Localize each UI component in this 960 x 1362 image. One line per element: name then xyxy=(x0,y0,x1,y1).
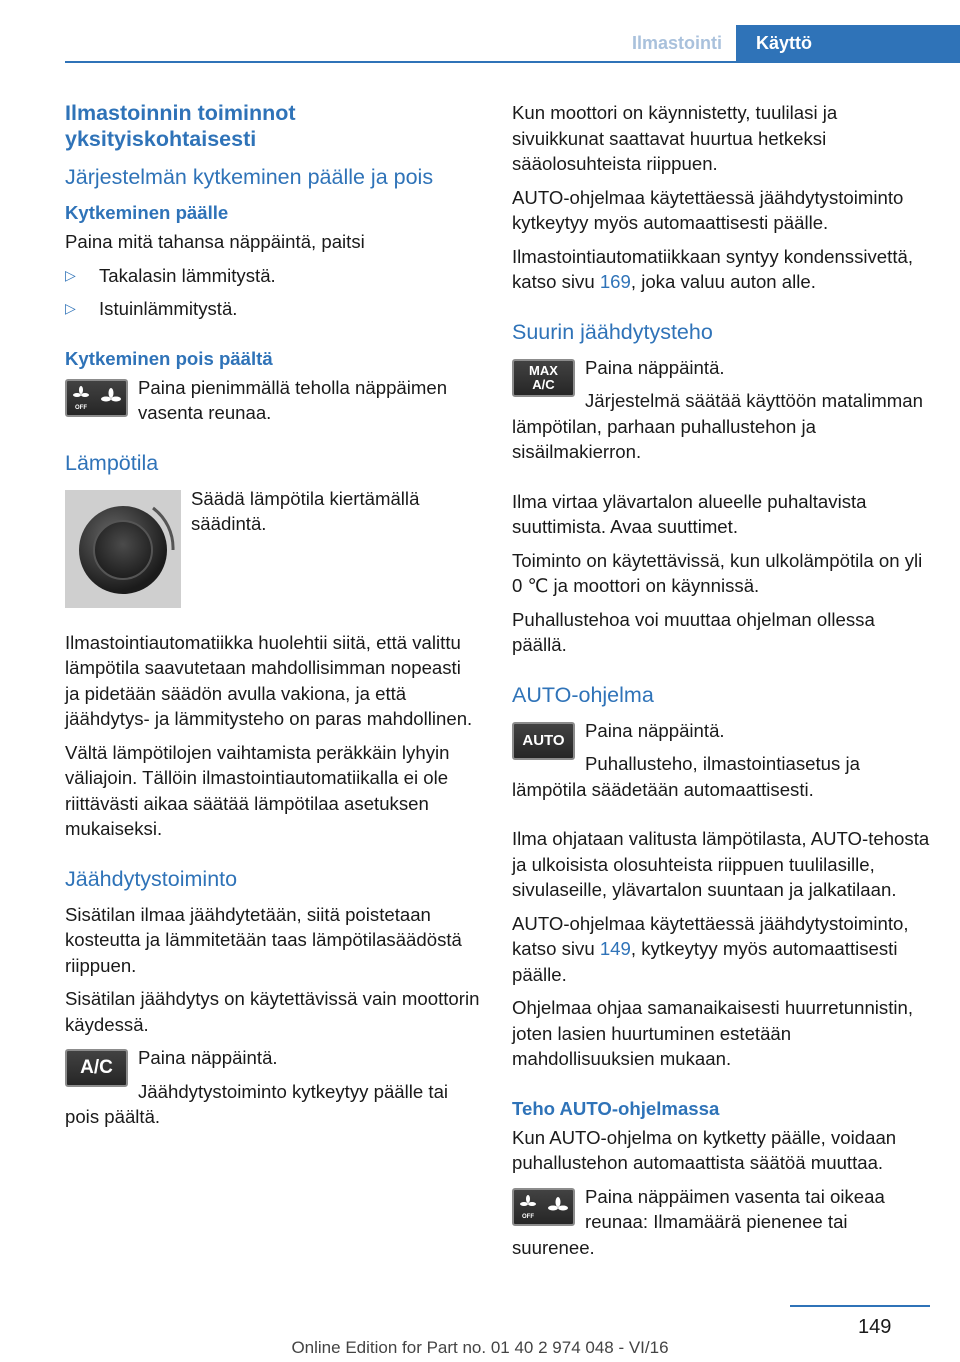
off-fan-button-image xyxy=(512,1188,575,1226)
heading-auto-program: AUTO-ohjelma xyxy=(512,682,654,707)
header-rule xyxy=(65,61,960,63)
left-column xyxy=(65,100,480,1138)
text-temperature-2: Ilmastointiautomatiikka huolehtii siitä, että valittu lämpötila saavutetaan mahdollisimman nopeasti ja pidetään säädön avulla vakiona, ja että jäähdytys- ja lämmitysteho on paras mahdollinen. xyxy=(65,631,473,729)
exception-list xyxy=(65,263,480,322)
text-switch-off: Paina pienimmällä teholla näppäimen vasenta reunaa. xyxy=(138,376,448,423)
text-auto-cooling: AUTO-ohjelmaa käytettäessä jäähdytystoiminto kytkeytyy myös automaattisesti päälle. xyxy=(512,186,904,233)
svg-text:OFF: OFF xyxy=(521,1213,534,1220)
text-cooling-4: Jäähdytystoiminto kytkeytyy päälle tai pois päältä. xyxy=(65,1080,449,1127)
text-condensation: Ilmastointiautomatiikkaan syntyy kondenssivettä, katso sivu 169, joka valuu auton alle. xyxy=(512,245,913,292)
fan-off-icon xyxy=(518,1193,570,1221)
text-auto-4: AUTO-ohjelmaa käytettäessä jäähdytystoiminto, katso sivu 149, kytkeytyy myös automaattisesti päälle. xyxy=(512,912,909,985)
text-max-3: Ilma virtaa ylävartalon alueelle puhaltavista suuttimista. Avaa suuttimet. xyxy=(512,490,867,537)
text-defog: Kun moottori on käynnistetty, tuulilasi ja sivuikkunat saattavat huurtua hetkeksi sääolosuhteista riippuen. xyxy=(512,102,838,174)
text-switch-on: Paina mitä tahansa näppäintä, paitsi xyxy=(65,231,365,252)
page-number: 149 xyxy=(858,1316,892,1338)
text-cooling-2: Sisätilan jäähdytys on käytettävissä vain moottorin käydessä. xyxy=(65,988,480,1035)
text-auto-3: Ilma ohjataan valitusta lämpötilasta, AUTO-tehosta ja ulkoisista olosuhteista riippuen tuulilasille, sivulaseille, ylävartalon suuntaan ja jalkatilaan. xyxy=(512,828,930,900)
text-max-5: Puhallustehoa voi muuttaa ohjelman ollessa päällä. xyxy=(512,608,875,655)
heading-cooling: Jäähdytystoiminto xyxy=(65,866,238,891)
header-active-tab: Käyttö xyxy=(736,25,960,61)
text-max-2: Järjestelmä säätää käyttöön matalimman lämpötilan, parhaan puhallustehon ja sisäilmakierron. xyxy=(512,390,923,462)
heading-switch-on: Kytkeminen päälle xyxy=(65,202,229,223)
heading-max-cooling: Suurin jäähdytysteho xyxy=(512,319,713,344)
text-cooling-1: Sisätilan ilmaa jäähdytetään, siitä poistetaan kosteutta ja lämmitetään taas lämpötilasäädöstä riippuen. xyxy=(65,903,462,976)
header-section-label: Ilmastointi xyxy=(631,33,722,53)
text-auto-1: Paina näppäintä. xyxy=(585,719,725,741)
heading-temperature: Lämpötila xyxy=(65,450,159,475)
heading-on-off: Järjestelmän kytkeminen päälle ja pois xyxy=(65,165,434,189)
temperature-knob-image xyxy=(65,490,181,608)
ac-button-image: A/C xyxy=(65,1049,128,1087)
heading-auto-power: Teho AUTO-ohjelmassa xyxy=(512,1097,720,1119)
fan-off-icon xyxy=(71,384,123,412)
text-cooling-3: Paina näppäintä. xyxy=(138,1047,278,1068)
auto-button-image: AUTO xyxy=(512,722,575,760)
page-link-149[interactable]: 149 xyxy=(599,938,631,959)
edition-footer: Online Edition for Part no. 01 40 2 974 048 - VI/16 xyxy=(291,1338,669,1357)
text-temperature-1: Säädä lämpötila kiertämällä säädintä. xyxy=(191,487,420,534)
right-column xyxy=(512,100,932,1268)
list-item: ▷ Istuinlämmitystä. xyxy=(65,296,480,322)
page-link-169[interactable]: 169 xyxy=(599,271,631,292)
heading-functions: Ilmastoinnin toiminnot yksityiskohtaisesti xyxy=(65,101,296,151)
text-auto-power-1: Kun AUTO-ohjelma on kytketty päälle, voidaan puhallustehon automaattista säätöä muuttaa. xyxy=(512,1126,897,1173)
off-fan-button-image xyxy=(65,379,128,417)
text-max-1: Paina näppäintä. xyxy=(585,356,725,378)
text-auto-5: Ohjelmaa ohjaa samanaikaisesti huurretunnistin, joten lasien huurtuminen estetään mahdollisuuksien mukaan. xyxy=(512,997,914,1069)
bullet-triangle-icon: ▷ xyxy=(65,266,76,283)
max-ac-button-image: MAX A/C xyxy=(512,359,575,397)
page-header xyxy=(596,25,960,61)
text-auto-2: Puhallusteho, ilmastointiasetus ja lämpötila säädetään automaattisesti. xyxy=(512,753,860,800)
bullet-triangle-icon: ▷ xyxy=(65,300,76,316)
svg-text:OFF: OFF xyxy=(74,404,87,411)
rotate-arrow-icon xyxy=(65,490,181,608)
text-temperature-3: Vältä lämpötilojen vaihtamista peräkkäin lyhyin väliajoin. Tällöin ilmastointiautomatiikalla ei ole riittävästi aikaa säätää lämpötilaa asetuksen mukaiseksi. xyxy=(65,741,450,839)
list-item: ▷ Takalasin lämmitystä. xyxy=(65,263,480,289)
text-auto-power-2: Paina näppäimen vasenta tai oikeaa reunaa: Ilmamäärä pienenee tai suurenee. xyxy=(512,1185,885,1258)
heading-switch-off: Kytkeminen pois päältä xyxy=(65,347,273,369)
text-max-4: Toiminto on käytettävissä, kun ulkolämpötila on yli 0 ℃ ja moottori on käynnissä. xyxy=(512,549,923,596)
footer-rule xyxy=(790,1305,930,1307)
